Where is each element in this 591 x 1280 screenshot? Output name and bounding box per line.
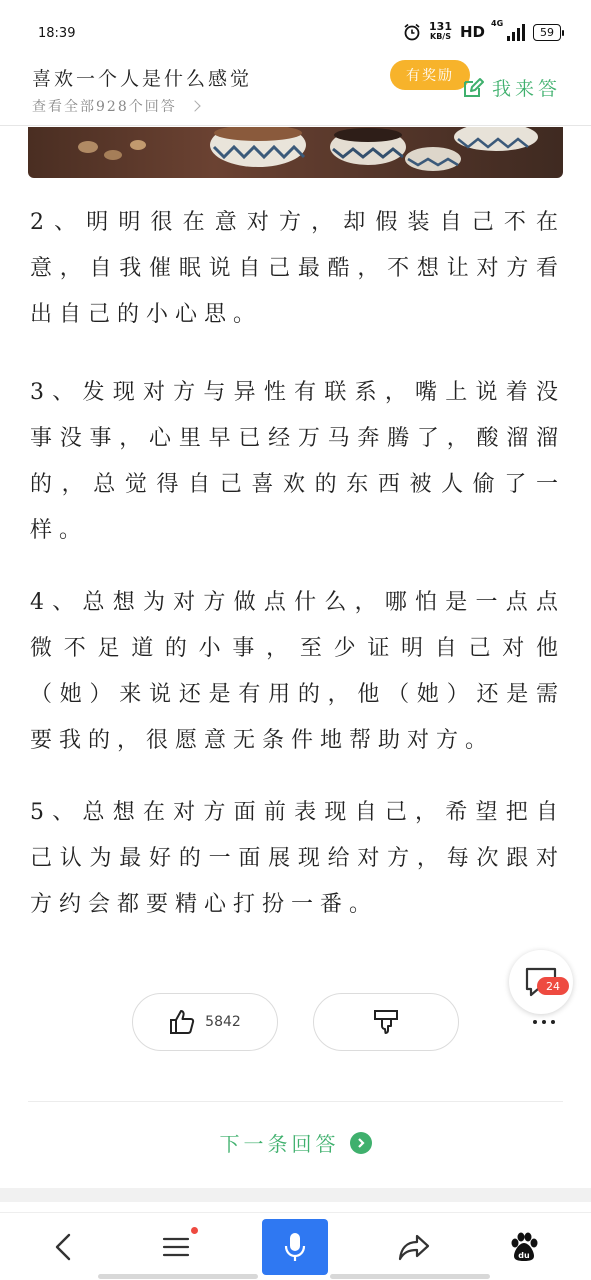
network-speed-unit: KB/S <box>430 32 451 41</box>
more-options-icon[interactable] <box>533 1020 555 1024</box>
gesture-bar <box>98 1274 258 1279</box>
bowls-photo <box>28 127 563 178</box>
article-image <box>28 127 563 178</box>
dislike-button[interactable] <box>313 993 459 1051</box>
like-button[interactable] <box>132 993 278 1051</box>
microphone-icon <box>283 1231 307 1263</box>
chevron-right-icon <box>189 100 200 111</box>
answer-paragraph: 2、明明很在意对方，却假装自己不在意，自我催眠说自己最酷，不想让对方看出自己的小心思。 <box>30 210 565 327</box>
notification-dot <box>191 1227 198 1234</box>
network-type: 4G <box>491 19 504 28</box>
voice-search-button[interactable] <box>262 1219 328 1275</box>
svg-text:du: du <box>518 1251 530 1260</box>
thumbs-up-icon <box>169 1009 195 1035</box>
battery-indicator: 59 <box>533 24 561 41</box>
status-bar <box>0 0 591 56</box>
comment-count-badge: 24 <box>537 977 569 995</box>
answer-button[interactable] <box>462 74 561 101</box>
question-header <box>0 56 591 126</box>
network-speed-value: 131 <box>429 20 452 33</box>
next-answer-link[interactable] <box>0 1128 591 1157</box>
menu-icon <box>162 1235 190 1259</box>
alarm-clock-icon <box>403 23 421 41</box>
hd-indicator: HD <box>459 23 485 41</box>
answer-paragraph: 3、发现对方与异性有联系，嘴上说着没事没事，心里早已经万马奔腾了，酸溜溜的，总觉得自己喜欢的东西被人偷了一样。 <box>30 380 565 543</box>
chevron-right-icon <box>350 1132 372 1154</box>
edit-icon <box>462 77 484 99</box>
bottom-toolbar <box>0 1212 591 1280</box>
menu-button[interactable] <box>148 1219 204 1275</box>
view-all-label: 查看全部928个回答 <box>32 99 177 115</box>
next-answer-label: 下一条回答 <box>219 1132 340 1156</box>
answer-paragraph: 4、总想为对方做点什么，哪怕是一点点微不足道的小事，至少证明自己对他（她）来说还是有用的，他（她）还是需要我的，很愿意无条件地帮助对方。 <box>30 590 565 753</box>
back-button[interactable] <box>36 1219 92 1275</box>
gesture-bar <box>330 1274 490 1279</box>
back-arrow-icon <box>52 1232 76 1262</box>
answer-paragraph: 5、总想在对方面前表现自己，希望把自己认为最好的一面展现给对方，每次跟对方约会都要精心打扮一番。 <box>30 800 565 917</box>
thumbs-down-icon <box>373 1009 399 1035</box>
divider <box>28 1101 563 1102</box>
reward-badge[interactable]: 有奖励 <box>390 60 470 90</box>
like-count: 5842 <box>205 1014 241 1030</box>
signal-strength-icon <box>491 19 525 41</box>
share-icon <box>398 1233 430 1261</box>
status-time: 18:39 <box>38 26 76 41</box>
section-separator <box>0 1188 591 1202</box>
baidu-home-button[interactable] <box>496 1219 552 1275</box>
view-all-answers[interactable] <box>32 96 199 116</box>
question-title[interactable]: 喜欢一个人是什么感觉 <box>32 68 253 90</box>
status-indicators <box>403 19 561 42</box>
network-speed <box>429 22 452 42</box>
baidu-paw-icon <box>508 1231 540 1263</box>
share-button[interactable] <box>386 1219 442 1275</box>
answer-button-label: 我来答 <box>492 78 562 100</box>
